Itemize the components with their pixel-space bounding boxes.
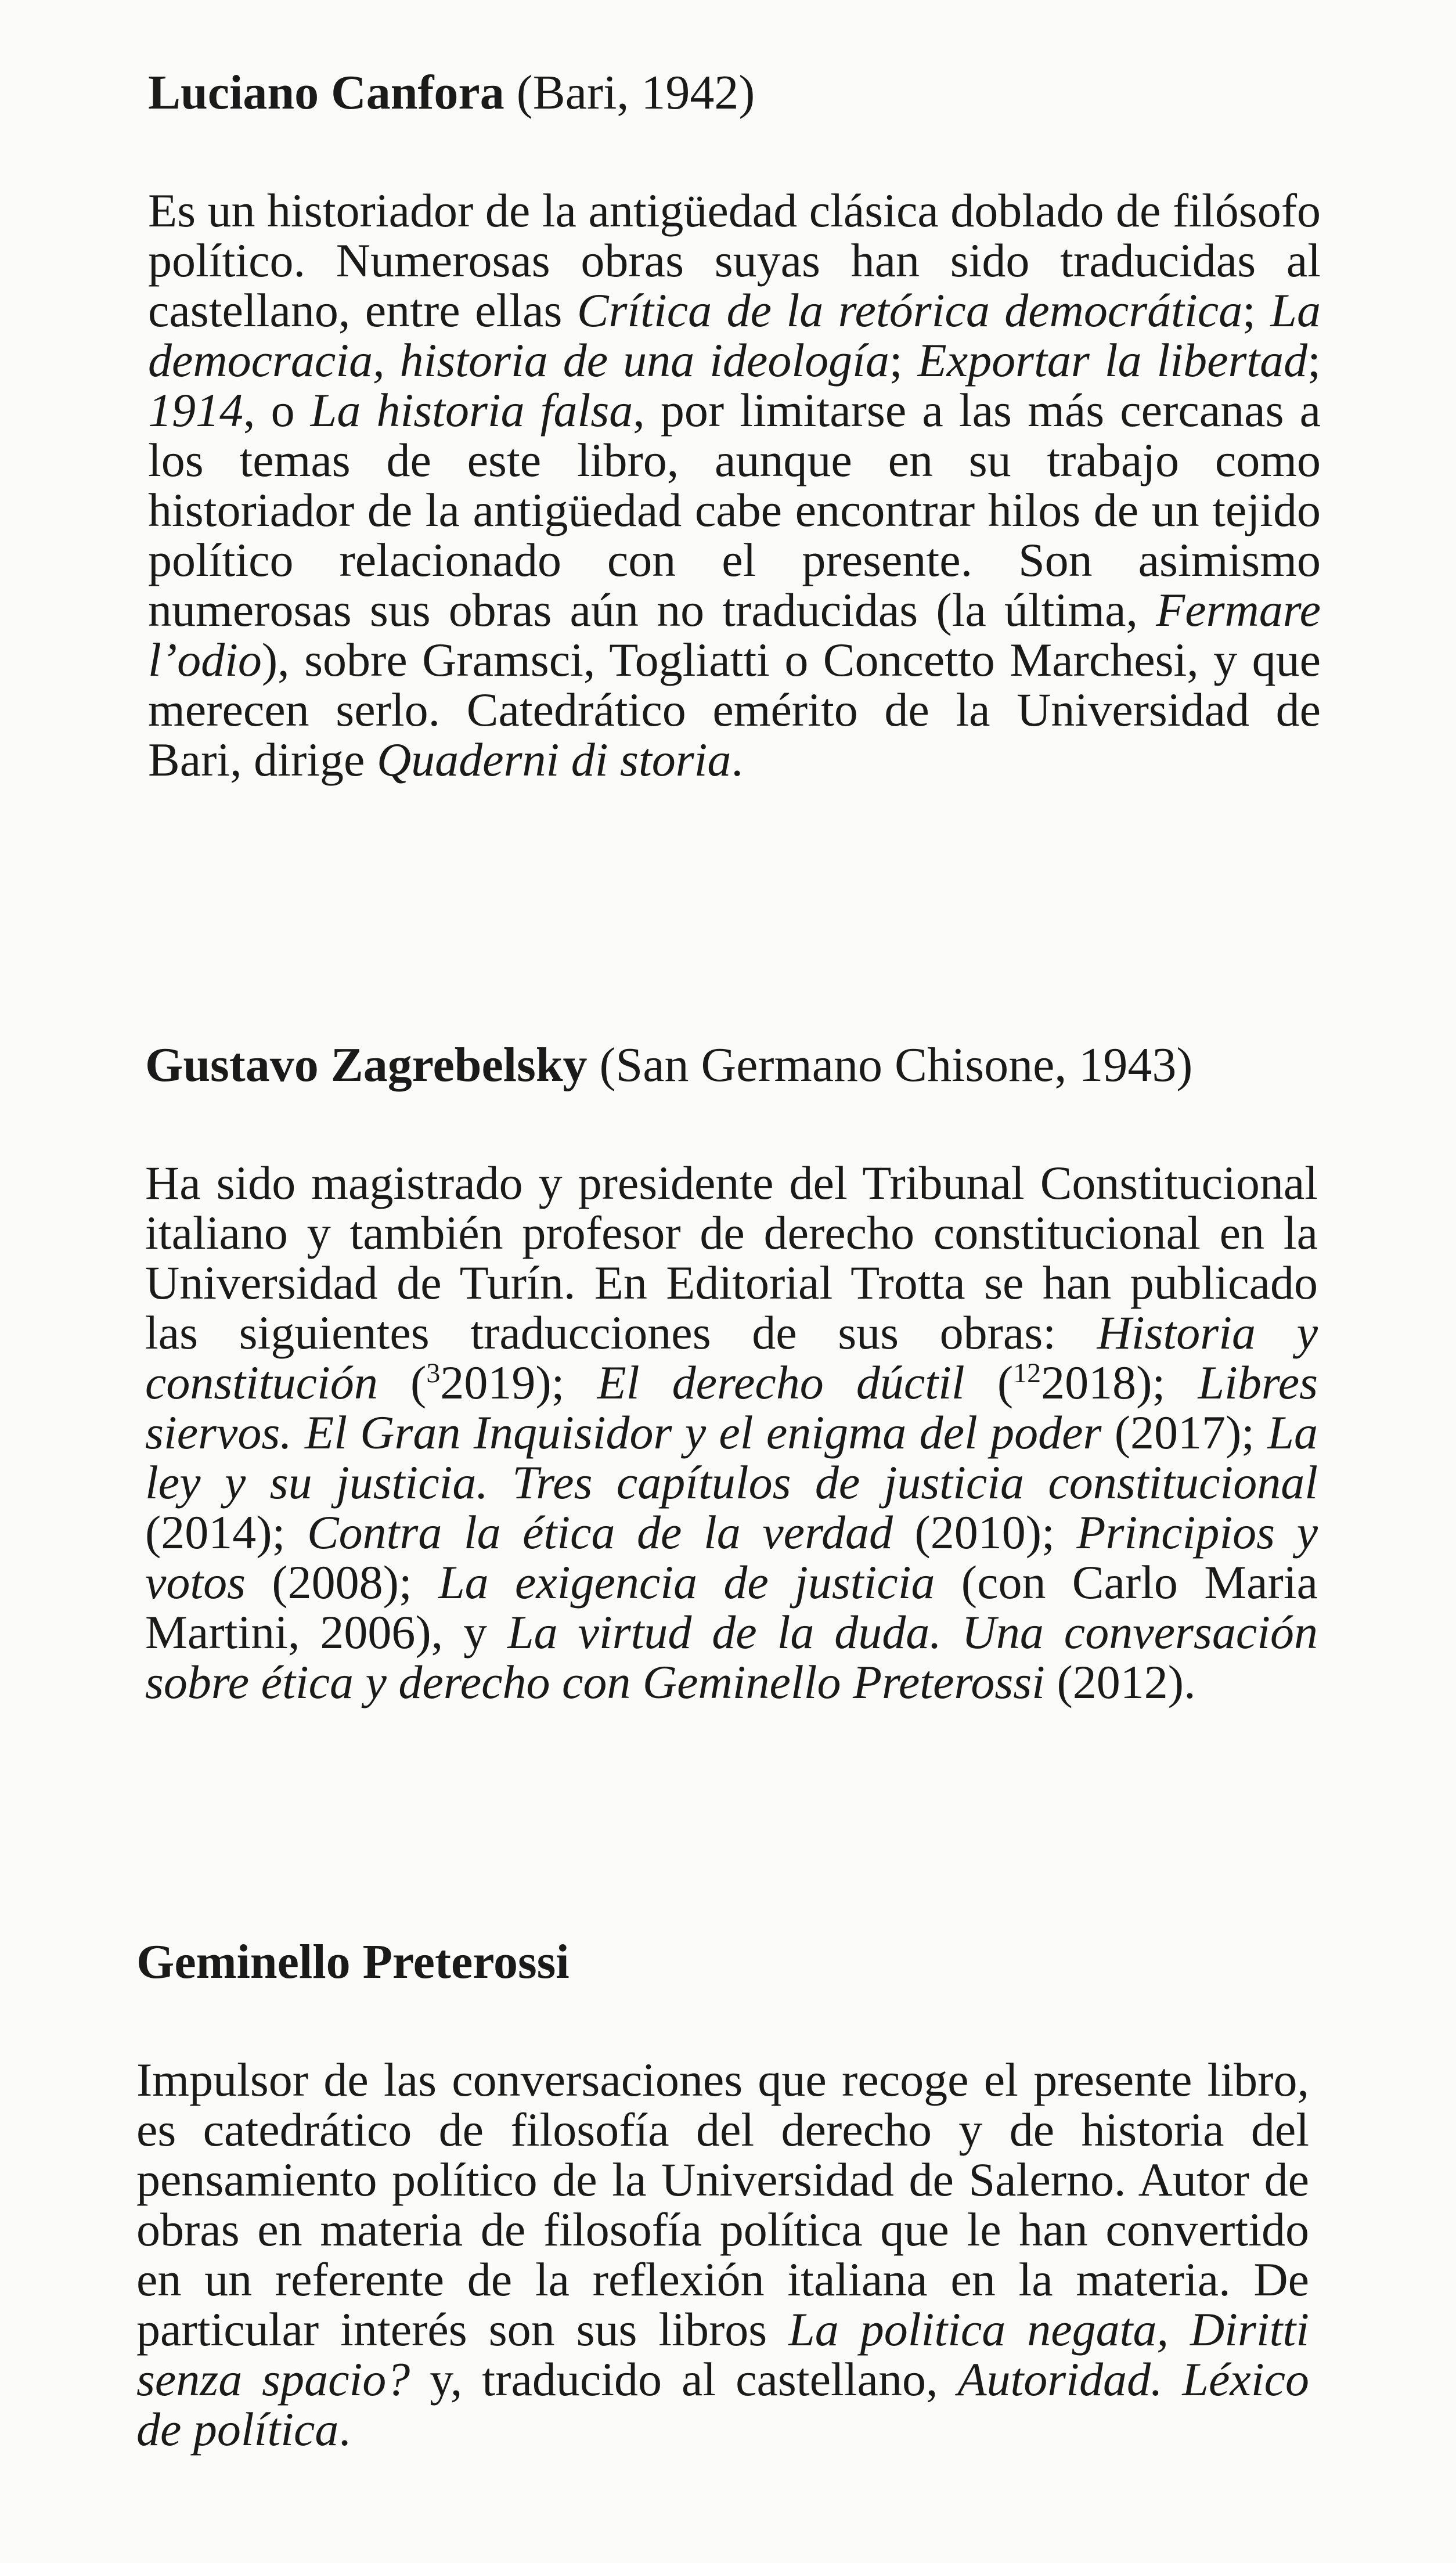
text-run: (con Carlo Maria Martini, 2006), y [145, 1556, 1318, 1659]
work-title: La democracia, historia de una ideología [148, 284, 1321, 387]
text-run: , o [243, 384, 311, 437]
text-run: ( [964, 1356, 1014, 1409]
text-run: Es un historiador de la antigüedad clásica doblado de filósofo político. Numerosas obras suyas han sido traducidas al castellano, entre ellas [148, 184, 1321, 337]
bio-text [145, 1158, 1318, 1707]
work-title: La virtud de la duda. Una conversación sobre ética y derecho con Geminello Preterossi [145, 1606, 1318, 1708]
text-run: y, traducido al castellano, [410, 2353, 958, 2406]
author-origin: (Bari, 1942) [516, 66, 755, 120]
bio-luciano-canfora [148, 64, 1321, 785]
text-run: ; [889, 334, 918, 387]
text-run: 2019); [440, 1356, 597, 1409]
work-title: Principios y votos [145, 1506, 1318, 1609]
bio-heading [145, 1036, 1318, 1094]
work-title: La politica negata, Diritti senza spacio? [136, 2303, 1309, 2406]
bio-gustavo-zagrebelsky [145, 1036, 1318, 1707]
text-run: . [338, 2403, 351, 2456]
text-run: . [731, 733, 743, 786]
work-title: Exportar la libertad [917, 334, 1308, 387]
work-title: Autoridad. Léxico de política [136, 2353, 1309, 2456]
author-name: Geminello Preterossi [136, 1935, 570, 1989]
work-title: La exigencia de justicia [438, 1556, 935, 1609]
bio-heading [148, 64, 1321, 122]
edition-number: 3 [426, 1358, 441, 1389]
bio-text [148, 186, 1321, 785]
text-run: ( [377, 1356, 427, 1409]
work-title: Quaderni di storia [376, 733, 731, 786]
text-run: Ha sido magistrado y presidente del Tribunal Constitucional italiano y también profesor de derecho constitucional en la Universidad de Turín. En Editorial Trotta se han publicado las siguientes traducciones de sus obras: [145, 1156, 1318, 1359]
author-name: Gustavo Zagrebelsky [145, 1038, 588, 1092]
bio-geminello-preterossi [136, 1933, 1309, 2454]
text-run: (2017); [1101, 1406, 1268, 1459]
bio-text [136, 2055, 1309, 2454]
text-run: (2010); [892, 1506, 1077, 1559]
text-run: ), sobre Gramsci, Togliatti o Concetto Marchesi, y que merecen serlo. Catedrático emérito de la Universidad de Bari, dirige [148, 633, 1321, 786]
work-title: Crítica de la retórica democrática [576, 284, 1243, 337]
text-run: (2008); [246, 1556, 439, 1609]
work-title: Historia y constitución [145, 1306, 1318, 1409]
work-title: Libres siervos. El Gran Inquisidor y el enigma del poder [145, 1356, 1318, 1459]
author-name: Luciano Canfora [148, 66, 504, 120]
edition-number: 12 [1013, 1358, 1041, 1389]
text-run: Impulsor de las conversaciones que recoge el presente libro, es catedrático de filosofía del derecho y de historia del pensamiento político de la Universidad de Salerno. Autor de obras en materia de filosofía política que le han convertido en un referente de la reflexión italiana en la materia. De particular interés son sus libros [136, 2053, 1309, 2356]
text-run: ; [1307, 334, 1321, 387]
work-title: Contra la ética de la verdad [307, 1506, 893, 1559]
text-run: (2012). [1044, 1656, 1196, 1708]
text-run: 2018); [1041, 1356, 1198, 1409]
work-title: La ley y su justicia. Tres capítulos de justicia constitucional [145, 1406, 1318, 1509]
work-title: La historia falsa [310, 384, 633, 437]
work-title: Fermare l’odio [148, 583, 1321, 686]
work-title: 1914 [148, 384, 243, 437]
text-run: ; [1242, 284, 1271, 337]
bio-heading [136, 1933, 1309, 1991]
text-run: , por limitarse a las más cercanas a los temas de este libro, aunque en su trabajo como historiador de la antigüedad cabe encontrar hilos de un tejido político relacionado con el presente. Son asimismo numerosas sus obras aún no traducidas (la última, [148, 384, 1321, 636]
work-title: El derecho dúctil [597, 1356, 965, 1409]
author-origin: (San Germano Chisone, 1943) [599, 1038, 1193, 1092]
text-run: (2014); [145, 1506, 307, 1559]
